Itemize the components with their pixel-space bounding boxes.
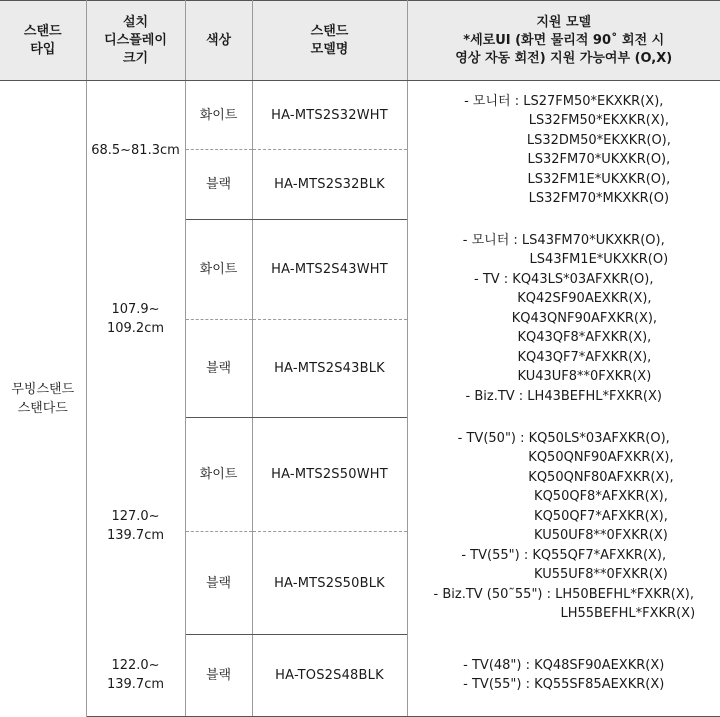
stand-model-cell: HA-MTS2S43BLK bbox=[252, 320, 407, 418]
supported-model-line: - 모니터 : LS27FM50*EKXKR(X), bbox=[464, 93, 664, 109]
color-cell: 블랙 bbox=[185, 635, 252, 717]
stand-model-cell: HA-MTS2S32WHT bbox=[252, 81, 407, 150]
supported-model-line: LS43FM1E*UKXKR(O) bbox=[459, 252, 669, 268]
supported-model-line: KQ50QF7*AFXKR(X), bbox=[459, 508, 668, 524]
supported-models-cell bbox=[407, 220, 720, 418]
table-row bbox=[0, 220, 720, 320]
supported-model-line: LH55BEFHL*FXKR(X) bbox=[432, 606, 696, 621]
supported-model-line: - 모니터 : LS43FM70*UKXKR(O), bbox=[462, 232, 665, 248]
supported-model-line: - TV(55") : KQ55SF85AEXKR(X) bbox=[463, 677, 665, 693]
supported-model-line: LS32FM70*UKXKR(O), bbox=[457, 152, 671, 168]
table-row bbox=[0, 635, 720, 717]
supported-model-line: - Biz.TV (50˜55") : LH50BEFHL*FXKR(X), bbox=[433, 586, 694, 602]
supported-models-cell bbox=[407, 418, 720, 635]
supported-model-line: - Biz.TV : LH43BEFHL*FXKR(X) bbox=[465, 388, 662, 404]
supported-model-line: KQ50QNF90AFXKR(X), bbox=[453, 450, 674, 465]
supported-model-line: KQ43QNF90AFXKR(X), bbox=[470, 310, 658, 326]
supported-model-line: - TV(50") : KQ50LS*03AFXKR(O), bbox=[457, 430, 670, 446]
stand-type-cell: 무빙스탠드 스탠다드 bbox=[0, 81, 86, 717]
color-cell: 블랙 bbox=[185, 150, 252, 220]
supported-model-line: LS32DM50*EKXKR(O), bbox=[456, 132, 671, 148]
supported-model-line: - TV(48") : KQ48SF90AEXKR(X) bbox=[463, 657, 665, 673]
stand-model-cell: HA-MTS2S50BLK bbox=[252, 532, 407, 635]
supported-model-line: KQ43QF7*AFXKR(X), bbox=[476, 349, 652, 365]
display-size-cell: 107.9~ 109.2cm bbox=[86, 220, 185, 418]
display-size-cell: 68.5~81.3cm bbox=[86, 81, 185, 220]
supported-model-line: LS32FM1E*UKXKR(O), bbox=[457, 171, 671, 187]
header-stand-model: 스탠드 모델명 bbox=[252, 1, 407, 81]
color-cell: 블랙 bbox=[185, 320, 252, 418]
supported-model-line: KU43UF8**0FXKR(X) bbox=[476, 369, 652, 385]
supported-model-line: KQ42SF90AEXKR(X), bbox=[475, 291, 652, 307]
supported-model-line: LS32FM70*MKXKR(O) bbox=[458, 191, 670, 207]
header-row bbox=[0, 1, 720, 81]
supported-model-line: KQ50QF8*AFXKR(X), bbox=[459, 489, 668, 504]
stand-model-cell: HA-MTS2S43WHT bbox=[252, 220, 407, 320]
supported-models-cell bbox=[407, 635, 720, 717]
stand-model-cell: HA-MTS2S32BLK bbox=[252, 150, 407, 220]
supported-model-line: KQ50QNF80AFXKR(X), bbox=[453, 469, 674, 485]
supported-model-line: - TV : KQ43LS*03AFXKR(O), bbox=[474, 271, 654, 287]
supported-model-line: KQ43QF8*AFXKR(X), bbox=[476, 330, 652, 346]
supported-model-line: LS32FM50*EKXKR(X), bbox=[458, 113, 669, 129]
supported-model-line: - TV(55") : KQ55QF7*AFXKR(X), bbox=[461, 547, 667, 563]
header-stand-type: 스탠드 타입 bbox=[0, 1, 86, 81]
supported-model-line: KU55UF8**0FXKR(X) bbox=[459, 567, 668, 582]
display-size-cell: 122.0~ 139.7cm bbox=[86, 635, 185, 717]
header-color: 색상 bbox=[185, 1, 252, 81]
stand-model-cell: HA-MTS2S50WHT bbox=[252, 418, 407, 532]
stand-model-cell: HA-TOS2S48BLK bbox=[252, 635, 407, 717]
color-cell: 화이트 bbox=[185, 220, 252, 320]
supported-models-cell bbox=[407, 81, 720, 220]
color-cell: 화이트 bbox=[185, 418, 252, 532]
header-display-size: 설치 디스플레이 크기 bbox=[86, 1, 185, 81]
color-cell: 블랙 bbox=[185, 532, 252, 635]
table-row bbox=[0, 418, 720, 532]
supported-model-line: KU50UF8**0FXKR(X) bbox=[459, 528, 668, 543]
color-cell: 화이트 bbox=[185, 81, 252, 150]
header-supported-models: 지원 모델 *세로UI (화면 물리적 90˚ 회전 시 영상 자동 회전) 지원 가능여부 (O,X) bbox=[407, 1, 720, 81]
table-row bbox=[0, 81, 720, 150]
display-size-cell: 127.0~ 139.7cm bbox=[86, 418, 185, 635]
